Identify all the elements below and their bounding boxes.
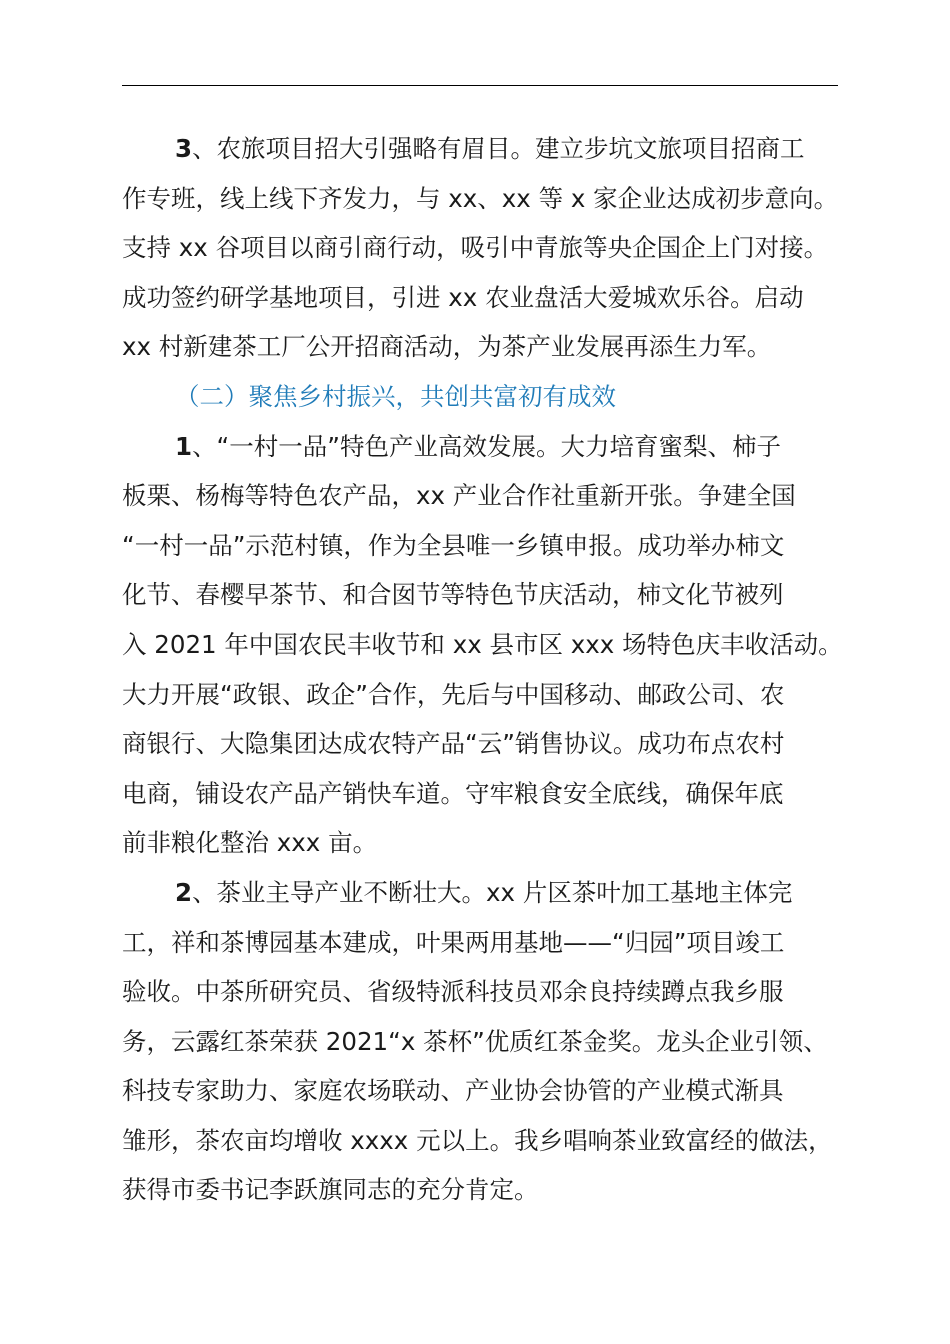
paragraph-item-2 <box>122 868 862 1215</box>
item-number: 3 <box>175 134 193 163</box>
paragraph-line: 电商，铺设农产品产销快车道。守牢粮食安全底线，确保年底 <box>122 778 784 808</box>
paragraph-line: 前非粮化整治 xxx 亩。 <box>122 828 378 858</box>
paragraph-line: “一村一品”示范村镇，作为全县唯一乡镇申报。成功举办柿文 <box>122 530 785 560</box>
paragraph-line: 务，云露红茶荣获 2021“x 茶杯”优质红茶金奖。龙头企业引领、 <box>122 1026 828 1056</box>
header-rule <box>122 85 838 86</box>
paragraph-line: 化节、春樱早茶节、和合囡节等特色节庆活动，柿文化节被列 <box>122 580 784 610</box>
paragraph-line: 工，祥和茶博园基本建成，叶果两用基地——“归园”项目竣工 <box>122 927 785 957</box>
item-number: 2 <box>175 877 193 907</box>
paragraph-line: 雏形，茶农亩均增收 xxxx 元以上。我乡唱响茶业致富经的做法， <box>122 1125 833 1155</box>
paragraph-line: xx 村新建茶工厂公开招商活动，为茶产业发展再添生力军。 <box>122 332 772 362</box>
paragraph-line: 大力开展“政银、政企”合作，先后与中国移动、邮政公司、农 <box>122 679 785 709</box>
paragraph-line: 2、茶业主导产业不断壮大。xx 片区茶叶加工基地主体完 <box>175 877 793 907</box>
paragraph-line: 1、“一村一品”特色产业高效发展。大力培育蜜梨、柿子 <box>175 431 781 461</box>
paragraph-line: 支持 xx 谷项目以商引商行动，吸引中青旅等央企国企上门对接。 <box>122 233 829 263</box>
paragraph-line: 作专班，线上线下齐发力，与 xx、xx 等 x 家企业达成初步意向。 <box>122 183 839 213</box>
paragraph-line: 3、农旅项目招大引强略有眉目。建立步坑文旅项目招商工 <box>175 134 805 163</box>
paragraph-line: 获得市委书记李跃旗同志的充分肯定。 <box>122 1175 539 1205</box>
paragraph-item-1 <box>122 422 862 868</box>
paragraph-line: 验收。中茶所研究员、省级特派科技员邓余良持续蹲点我乡服 <box>122 977 784 1007</box>
paragraph-line: 板栗、杨梅等特色农产品，xx 产业合作社重新开张。争建全国 <box>122 481 796 511</box>
item-number: 1 <box>175 431 193 461</box>
section-heading: （二）聚焦乡村振兴，共创共富初有成效 <box>175 381 616 411</box>
paragraph-line: 科技专家助力、家庭农场联动、产业协会协管的产业模式渐具 <box>122 1076 784 1106</box>
document-body <box>122 124 862 1215</box>
paragraph-section-3 <box>122 124 862 372</box>
paragraph-line: 商银行、大隐集团达成农特产品“云”销售协议。成功布点农村 <box>122 729 785 759</box>
paragraph-line: 入 2021 年中国农民丰收节和 xx 县市区 xxx 场特色庆丰收活动。 <box>122 629 843 659</box>
paragraph-line: 成功签约研学基地项目，引进 xx 农业盘活大爱城欢乐谷。启动 <box>122 282 804 312</box>
